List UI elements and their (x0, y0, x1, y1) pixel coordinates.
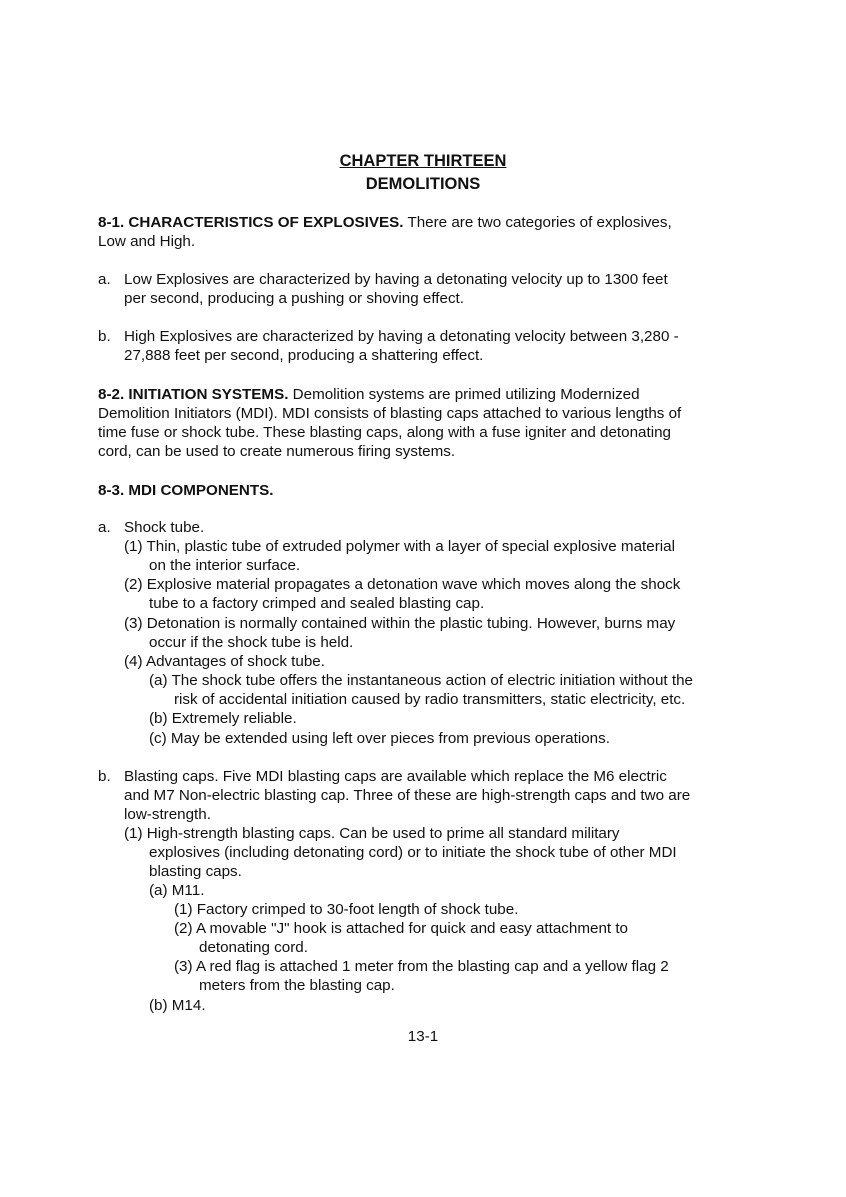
shock-tube-item-2-cont: tube to a factory crimped and sealed blasting cap. (149, 595, 485, 612)
section-8-2-text: Demolition systems are primed utilizing Modernized (288, 386, 640, 403)
shock-tube-item-3: (3) Detonation is normally contained within the plastic tubing. However, burns may (124, 615, 676, 632)
m11-item-3-cont: meters from the blasting cap. (199, 977, 395, 994)
m11-item-3: (3) A red flag is attached 1 meter from the blasting cap and a yellow flag 2 (174, 958, 669, 975)
item-marker-a: a. (98, 271, 111, 288)
section-8-2-text-line-2: Demolition Initiators (MDI). MDI consists of blasting caps attached to various lengths of (98, 405, 682, 422)
blasting-caps-text-line-2: and M7 Non-electric blasting cap. Three of these are high-strength caps and two are (124, 787, 691, 804)
advantage-a: (a) The shock tube offers the instantaneous action of electric initiation without the (149, 672, 693, 689)
item-marker-a: a. (98, 519, 111, 536)
section-8-1-heading: 8-1. CHARACTERISTICS OF EXPLOSIVES. (98, 214, 404, 231)
advantage-c: (c) May be extended using left over pieces from previous operations. (149, 730, 610, 747)
chapter-subtitle: DEMOLITIONS (365, 175, 481, 193)
shock-tube-item-3-cont: occur if the shock tube is held. (149, 634, 354, 651)
shock-tube-item-4: (4) Advantages of shock tube. (124, 653, 325, 670)
low-explosives-text-cont: per second, producing a pushing or shoving effect. (124, 290, 464, 307)
high-strength-caps-cont: explosives (including detonating cord) or to initiate the shock tube of other MDI (149, 844, 677, 861)
high-strength-caps-cont-2: blasting caps. (149, 863, 242, 880)
advantage-a-cont: risk of accidental initiation caused by radio transmitters, static electricity, etc. (174, 691, 686, 708)
m11-item-1: (1) Factory crimped to 30-foot length of shock tube. (174, 901, 519, 918)
section-8-2-text-line-3: time fuse or shock tube. These blasting caps, along with a fuse igniter and detonating (98, 424, 671, 441)
low-explosives-text: Low Explosives are characterized by having a detonating velocity up to 1300 feet (124, 271, 668, 288)
section-8-1-intro: There are two categories of explosives, (403, 214, 672, 231)
high-explosives-text: High Explosives are characterized by having a detonating velocity between 3,280 - (124, 328, 679, 345)
high-explosives-text-cont: 27,888 feet per second, producing a shattering effect. (124, 347, 484, 364)
section-8-2-first-line (98, 385, 640, 404)
blasting-caps-text: Blasting caps. Five MDI blasting caps are available which replace the M6 electric (124, 768, 667, 785)
section-8-2-text-line-4: cord, can be used to create numerous firing systems. (98, 443, 456, 460)
chapter-title: CHAPTER THIRTEEN (339, 152, 507, 170)
shock-tube-item-1-cont: on the interior surface. (149, 557, 301, 574)
blasting-caps-text-line-3: low-strength. (124, 806, 211, 823)
high-strength-caps: (1) High-strength blasting caps. Can be used to prime all standard military (124, 825, 620, 842)
advantage-b: (b) Extremely reliable. (149, 710, 297, 727)
section-8-3-heading: 8-3. MDI COMPONENTS. (98, 482, 274, 499)
shock-tube-item-1: (1) Thin, plastic tube of extruded polymer with a layer of special explosive material (124, 538, 675, 555)
shock-tube-item-2: (2) Explosive material propagates a detonation wave which moves along the shock (124, 576, 681, 593)
shock-tube-title: Shock tube. (124, 519, 205, 536)
m11-heading: (a) M11. (149, 882, 205, 899)
m14-heading: (b) M14. (149, 997, 206, 1014)
m11-item-2-cont: detonating cord. (199, 939, 308, 956)
section-8-2-heading: 8-2. INITIATION SYSTEMS. (98, 386, 289, 403)
section-8-1-intro-cont: Low and High. (98, 233, 196, 250)
item-marker-b: b. (98, 768, 111, 785)
section-8-1-first-line (98, 213, 672, 232)
m11-item-2: (2) A movable "J" hook is attached for quick and easy attachment to (174, 920, 628, 937)
item-marker-b: b. (98, 328, 111, 345)
page-number: 13-1 (407, 1028, 439, 1045)
